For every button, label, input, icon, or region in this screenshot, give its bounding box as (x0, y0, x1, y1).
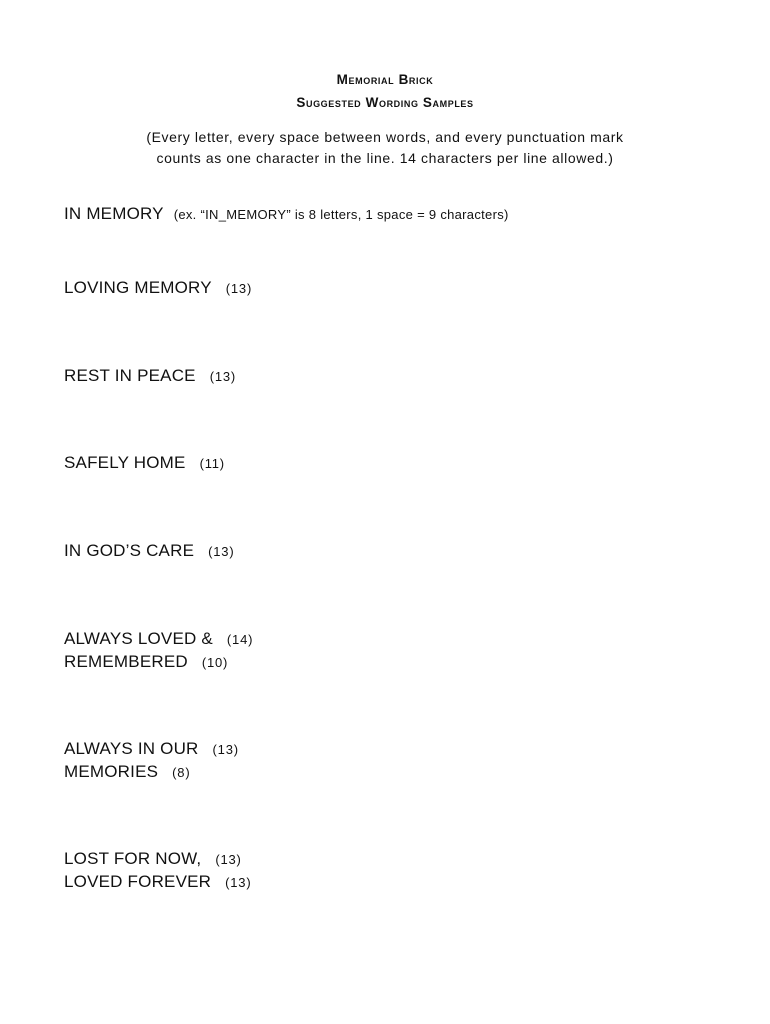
sample-text: ALWAYS LOVED & (64, 629, 213, 648)
character-count: (13) (225, 875, 252, 890)
sample-text: SAFELY HOME (64, 453, 186, 472)
sample-text: LOVED FOREVER (64, 872, 212, 891)
page-subtitle: Suggested Wording Samples (296, 95, 474, 110)
sample-entry (64, 738, 239, 784)
sample-text: REMEMBERED (64, 652, 188, 671)
sample-text: LOST FOR NOW, (64, 849, 202, 868)
character-count: (13) (212, 742, 239, 757)
instructions-note (0, 127, 770, 169)
character-count: (8) (172, 765, 191, 780)
page-title: Memorial Brick (336, 72, 434, 87)
sample-entry (64, 628, 253, 674)
character-count: (13) (208, 544, 235, 559)
instructions-line-2: counts as one character in the line. 14 characters per line allowed.) (156, 150, 614, 166)
character-count: (10) (201, 655, 229, 670)
sample-text: IN GOD’S CARE (64, 541, 195, 560)
example-entry (64, 203, 509, 226)
sample-entry (64, 540, 234, 563)
example-text: IN MEMORY (64, 204, 164, 223)
sample-text: REST IN PEACE (64, 366, 196, 385)
sample-entry (64, 848, 251, 894)
instructions-line-1: (Every letter, every space between words, and every punctuation mark (146, 129, 624, 145)
character-count: (13) (209, 369, 237, 384)
character-count: (13) (225, 281, 253, 296)
sample-text: MEMORIES (64, 762, 159, 781)
sample-text: ALWAYS IN OUR (64, 739, 199, 758)
example-explanation: (ex. “IN_MEMORY” is 8 letters, 1 space = 9 characters) (173, 207, 509, 222)
sample-entry (64, 452, 225, 475)
character-count: (13) (215, 852, 242, 867)
sample-entry (64, 277, 252, 300)
character-count: (11) (199, 456, 225, 471)
sample-entry (64, 365, 236, 388)
sample-text: LOVING MEMORY (64, 278, 212, 297)
character-count: (14) (226, 632, 254, 647)
